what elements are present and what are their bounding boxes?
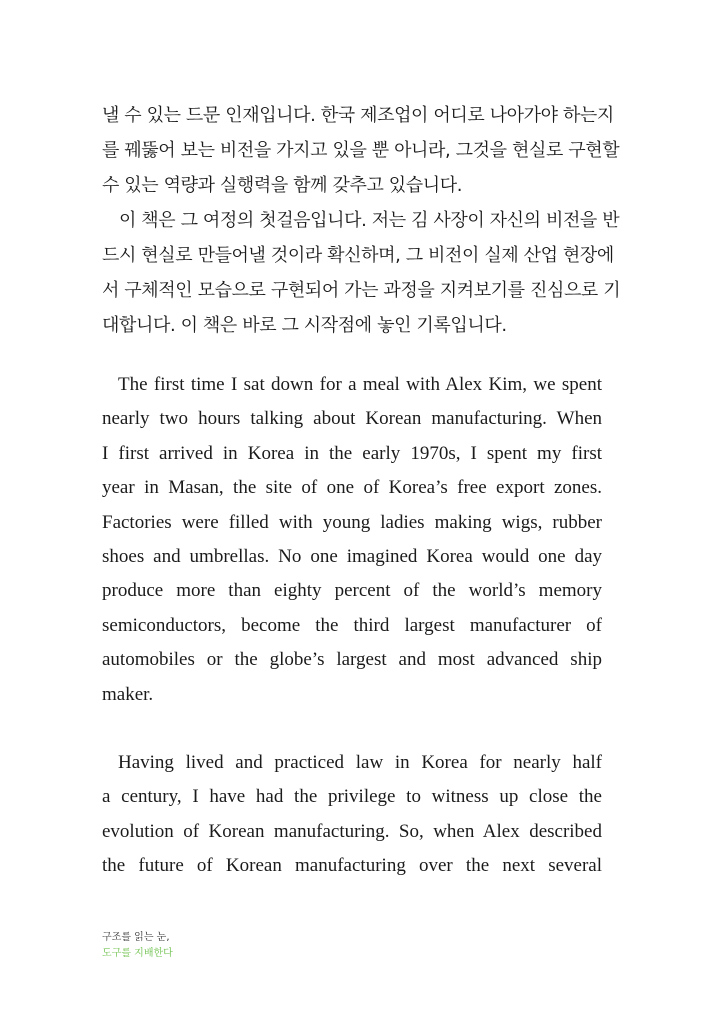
english-paragraph-1-line-7: produce more than eighty percent of the world’s memory (102, 580, 602, 602)
english-paragraph-1-line-9: automobiles or the globe’s largest and most advanced ship (102, 649, 602, 671)
english-paragraph-2-line-3: evolution of Korean manufacturing. So, when Alex described (102, 820, 602, 842)
english-paragraph-1 (102, 368, 602, 712)
running-footer (102, 930, 173, 962)
english-paragraph-2-line-2: a century, I have had the privilege to witness up close the (102, 786, 602, 808)
book-title: 구조를 읽는 눈, (102, 932, 170, 943)
korean-text-block (102, 98, 621, 343)
korean-paragraph-2-line-2: 드시 현실로 만들어낼 것이라 확신하며, 그 비전이 실제 산업 현장에 (102, 245, 614, 266)
korean-paragraph-1-line-2: 를 꿰뚫어 보는 비전을 가지고 있을 뿐 아니라, 그것을 현실로 구현할 (102, 140, 620, 161)
english-paragraph-1-line-8: semiconductors, become the third largest manufacturer of (102, 614, 602, 636)
english-paragraph-1-line-3: I first arrived in Korea in the early 1970s, I spent my first (102, 442, 602, 464)
korean-paragraph-1-line-3: 수 있는 역량과 실행력을 함께 갖추고 있습니다. (102, 175, 463, 196)
korean-paragraph-2-line-4: 대합니다. 이 책은 바로 그 시작점에 놓인 기록입니다. (102, 315, 507, 336)
english-paragraph-1-line-1: The first time I sat down for a meal with Alex Kim, we spent (118, 374, 602, 395)
english-paragraph-1-line-6: shoes and umbrellas. No one imagined Korea would one day (102, 545, 602, 567)
korean-paragraph-2-line-3: 서 구체적인 모습으로 구현되어 가는 과정을 지켜보기를 진심으로 기 (102, 280, 621, 301)
korean-paragraph-1-line-1: 낼 수 있는 드문 인재입니다. 한국 제조업이 어디로 나아가야 하는지 (102, 105, 614, 126)
english-paragraph-2 (102, 746, 602, 884)
english-paragraph-1-line-10: maker. (102, 683, 154, 705)
english-paragraph-2-line-1: Having lived and practiced law in Korea for nearly half (118, 751, 602, 773)
english-text-block (102, 368, 602, 883)
english-paragraph-2-line-4: the future of Korean manufacturing over the next several (102, 855, 602, 877)
english-paragraph-1-line-2: nearly two hours talking about Korean manufacturing. When (102, 408, 602, 430)
english-paragraph-1-line-4: year in Masan, the site of one of Korea’s free export zones. (102, 477, 602, 499)
book-subtitle: 도구를 지배한다 (102, 948, 173, 959)
english-paragraph-1-line-5: Factories were filled with young ladies making wigs, rubber (102, 511, 602, 533)
korean-paragraph-2-line-1: 이 책은 그 여정의 첫걸음입니다. 저는 김 사장이 자신의 비전을 반 (119, 210, 620, 231)
